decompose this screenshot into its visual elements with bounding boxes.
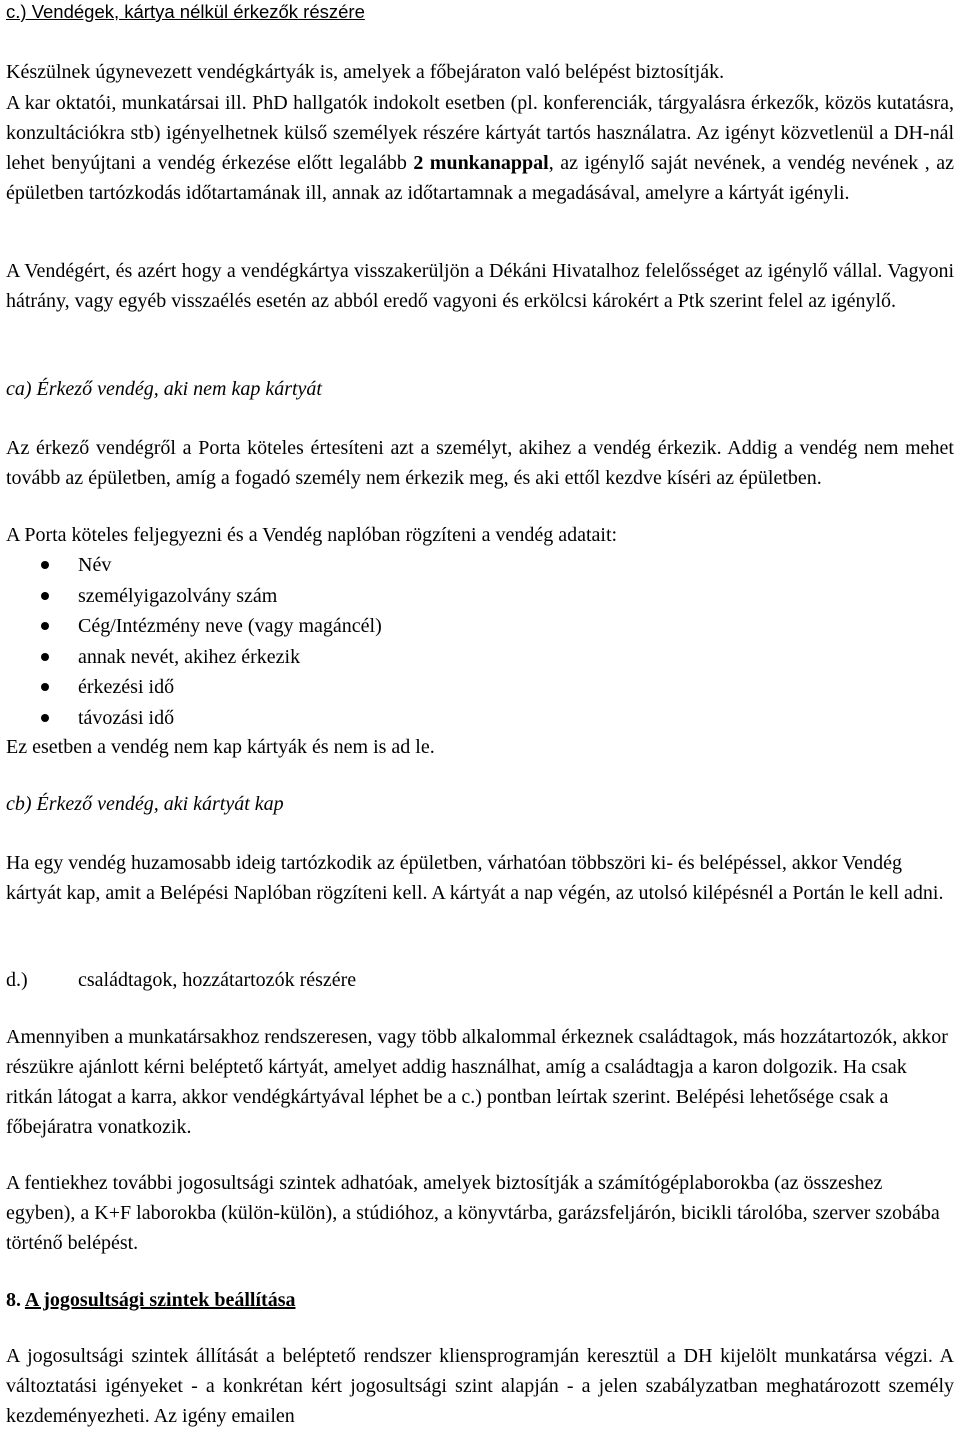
list-item: személyigazolvány szám — [6, 581, 954, 612]
section-ca-paragraph-2: A Porta köteles feljegyezni és a Vendég naplóban rögzíteni a vendég adatait: — [6, 524, 618, 546]
section-c-paragraph-1 — [6, 88, 954, 208]
section-8-number: 8. — [6, 1289, 21, 1311]
section-d-paragraph-1: Amennyiben a munkatársakhoz rendszeresen, vagy több alkalommal érkeznek családtagok, más hozzátartozók, akkor részükre ajánlott kérni beléptető kártyát, amelyet addig használhat, amíg a családtagja a karon dolgozik. Ha csak ritkán látogat a karra, akkor vendégkártyával léphet be a c.) pontban leírtak szerint. Belépési lehetősége csak a főbejáratra vonatkozik. — [6, 1026, 948, 1138]
list-item: annak nevét, akihez érkezik — [6, 642, 954, 673]
list-item: érkezési idő — [6, 672, 954, 703]
section-d-title: családtagok, hozzátartozók részére — [78, 969, 357, 991]
section-ca-paragraph-1: Az érkező vendégről a Porta köteles értesíteni azt a személyt, akihez a vendég érkezik. Addig a vendég nem mehet tovább az épületben, amíg a fogadó személy nem érkezik meg, és aki ettől kezdve kíséri az épületben. — [6, 437, 954, 489]
section-8-title: A jogosultsági szintek beállítása — [24, 1289, 296, 1311]
section-c-paragraph-2: A Vendégért, és azért hogy a vendégkártya visszakerüljön a Dékáni Hivatalhoz felelősséget az igénylő vállal. Vagyoni hátrány, vagy egyéb visszaélés esetén az abból eredő vagyoni és erkölcsi károkért a Ptk szerint felel az igénylő. — [6, 260, 954, 312]
section-cb-heading: cb) Érkező vendég, aki kártyát kap — [6, 793, 284, 815]
section-c-intro-line: Készülnek úgynevezett vendégkártyák is, amelyek a főbejáraton való belépést biztosítják. — [6, 61, 725, 83]
section-c-heading: c.) Vendégek, kártya nélkül érkezők részére — [6, 1, 365, 22]
section-cb-paragraph-1: Ha egy vendég huzamosabb ideig tartózkodik az épületben, várhatóan többszöri ki- és belépéssel, akkor Vendég kártyát kap, amit a Belépési Naplóban rögzíteni kell. A kártyát a nap végén, az utolsó kilépésnél a Portán le kell adni. — [6, 852, 944, 904]
section-ca-heading: ca) Érkező vendég, aki nem kap kártyát — [6, 378, 322, 400]
section-8-heading — [6, 1285, 954, 1315]
section-c-p1-rest: , az igénylő saját nevének, a vendég nevének , az épületben tartózkodás időtartamának ill, annak az időtartamnak a megadásával, amelyre a kártyát igényli. — [6, 152, 954, 204]
section-c-p1-text: A kar oktatói, munkatársai ill. PhD hallgatók indokolt esetben (pl. konferenciák, tárgyalásra érkezők, közös kutatásra, konzultációkra stb) igényelhetnek külső személyek részére kártyát tartós használatra. Az igényt közvetlenül a DH-nál lehet benyújtani a vendég érkezése előtt legalább — [6, 92, 954, 174]
list-item: Név — [6, 550, 954, 581]
list-item: távozási idő — [6, 703, 954, 734]
section-ca-paragraph-3: Ez esetben a vendég nem kap kártyák és nem is ad le. — [6, 736, 435, 758]
section-d-paragraph-2: A fentiekhez további jogosultsági szintek adhatóak, amelyek biztosítják a számítógéplaborokba (az összeshez egyben), a K+F laborokba (külön-külön), a stúdióhoz, a könyvtárba, garázsfeljárón, bicikli tárolóba, szerver szobába történő belépést. — [6, 1172, 940, 1254]
deadline-emphasis: 2 munkanappal — [413, 152, 549, 174]
section-8-paragraph-1: A jogosultsági szintek állítását a beléptető rendszer kliensprogramján keresztül a DH kijelölt munkatársa végzi. A változtatási igényeket - a konkrétan kért jogosultsági szint alapján - a jelen szabályzatban meghatározott személy kezdeményezheti. Az igény emailen — [6, 1345, 954, 1427]
guest-data-list — [6, 550, 954, 734]
section-d-heading — [6, 965, 954, 995]
section-d-number: d.) — [6, 969, 28, 991]
list-item: Cég/Intézmény neve (vagy magáncél) — [6, 611, 954, 642]
